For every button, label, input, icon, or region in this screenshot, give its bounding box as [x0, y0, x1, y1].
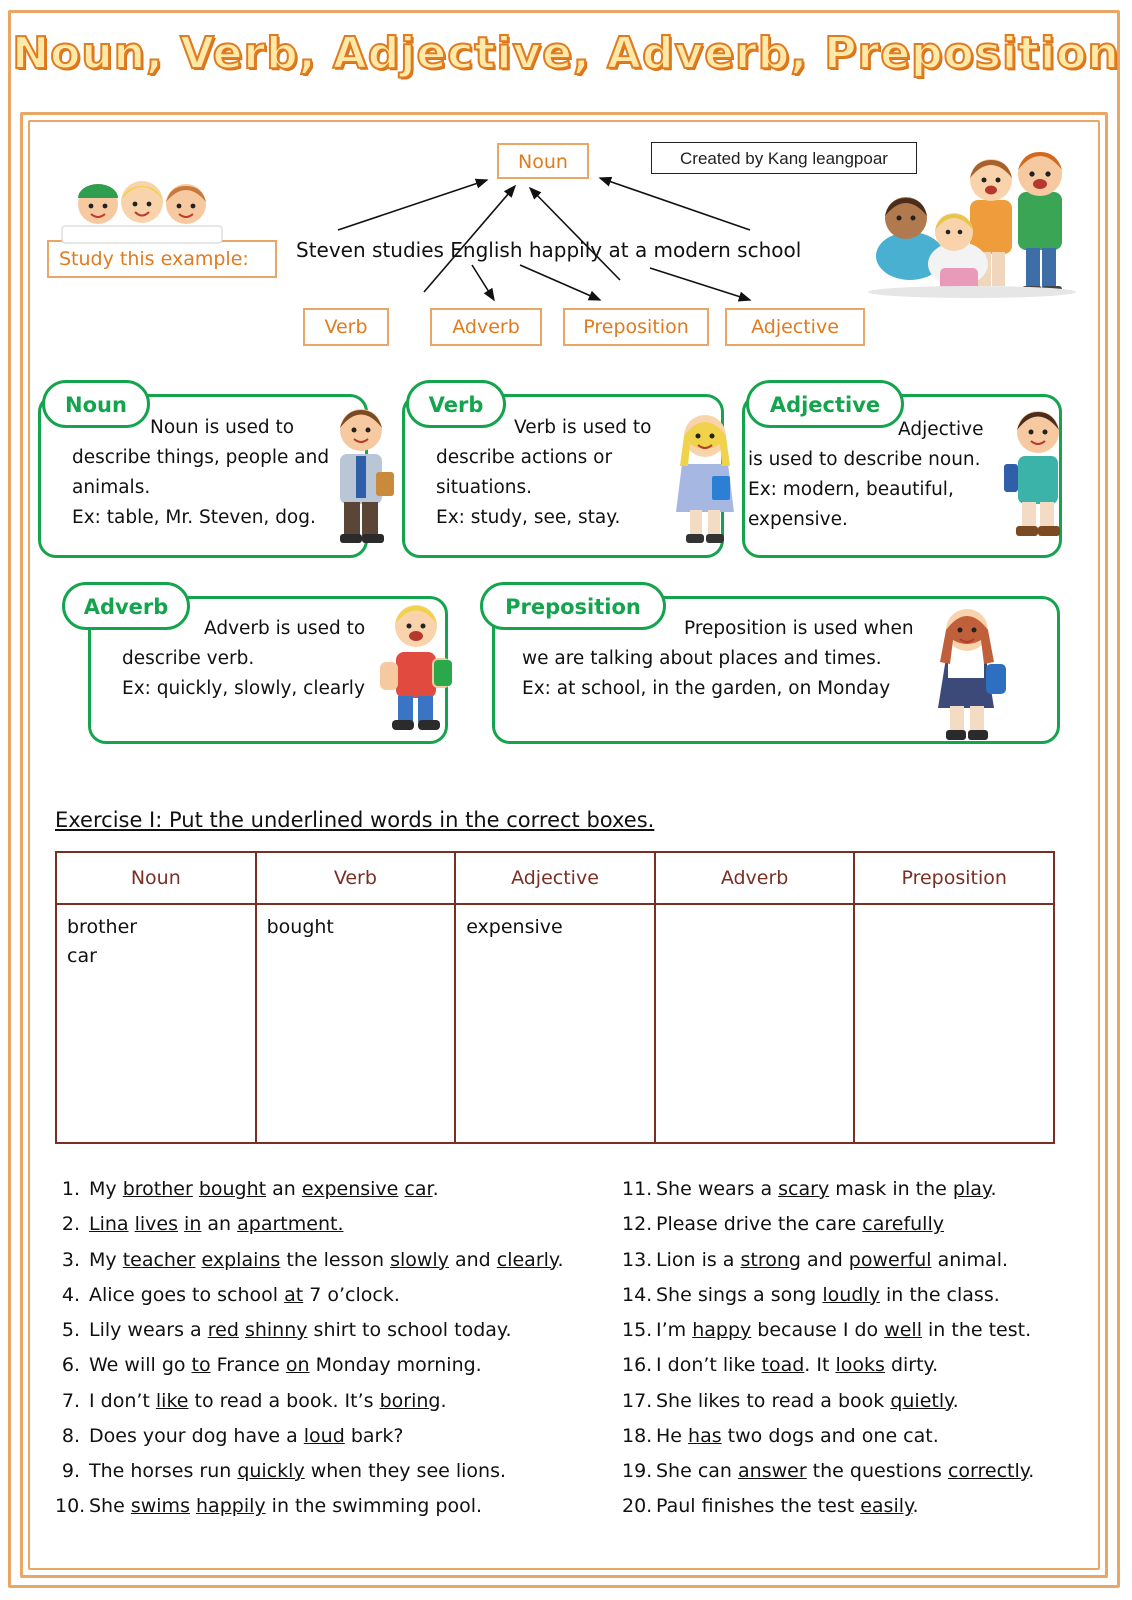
list-item-text: She sings a song loudly in the class.	[656, 1283, 1000, 1306]
answer-cell-preposition[interactable]	[854, 904, 1054, 1143]
definition-title-preposition: Preposition	[480, 582, 666, 630]
definition-title-verb: Verb	[406, 380, 506, 428]
definition-text-adverb: Adverb is used to describe verb. Ex: quickly, slowly, clearly	[122, 618, 366, 699]
list-item	[55, 1249, 595, 1273]
definition-text-adjective: Adjective is used to describe noun. Ex: modern, beautiful, expensive.	[748, 419, 984, 530]
list-item	[622, 1178, 1092, 1202]
list-item-text: My brother bought an expensive car.	[89, 1178, 439, 1200]
definition-title-adverb: Adverb	[62, 582, 190, 630]
list-item	[55, 1178, 595, 1202]
list-item-number: 11.	[622, 1178, 653, 1200]
list-item-text: We will go to France on Monday morning.	[89, 1354, 482, 1377]
page-title: Noun, Verb, Adjective, Adverb, Preposition	[12, 28, 1120, 79]
list-item-text: She likes to read a book quietly.	[656, 1389, 959, 1412]
kids-peeking-clipart	[58, 176, 226, 244]
answer-table	[55, 851, 1055, 1144]
list-item-text: Lina lives in an apartment.	[89, 1213, 344, 1236]
list-item-text: Lion is a strong and powerful animal.	[656, 1248, 1009, 1271]
list-item-text: I don’t like toad. It looks dirty.	[656, 1354, 939, 1377]
list-item-number: 17.	[622, 1389, 653, 1412]
list-item	[622, 1460, 1092, 1484]
list-item-text: She can answer the questions correctly.	[656, 1460, 1035, 1482]
list-item-number: 7.	[61, 1389, 80, 1412]
list-item-number: 18.	[622, 1424, 653, 1447]
answer-word: bought	[266, 916, 334, 938]
definition-title-adjective: Adjective	[746, 380, 904, 428]
list-item-number: 14.	[622, 1283, 653, 1306]
answer-cell-verb[interactable]	[256, 904, 456, 1143]
list-item	[622, 1425, 1092, 1449]
list-item-text: Alice goes to school at 7 o’clock.	[89, 1283, 400, 1306]
answer-word: expensive	[466, 916, 563, 938]
sentence-list-right	[622, 1178, 1092, 1531]
list-item	[622, 1354, 1092, 1378]
children-group-clipart	[866, 140, 1078, 300]
table-col-preposition: Preposition	[854, 852, 1054, 904]
list-item-number: 3.	[61, 1248, 80, 1271]
list-item	[622, 1319, 1092, 1343]
list-item	[55, 1354, 595, 1378]
list-item-number: 6.	[61, 1354, 80, 1377]
definition-text-noun: Noun is used to describe things, people and animals. Ex: table, Mr. Steven, dog.	[72, 417, 330, 528]
answer-cell-adjective[interactable]	[455, 904, 655, 1143]
list-item-number: 10.	[55, 1495, 86, 1518]
list-item	[622, 1495, 1092, 1519]
list-item-number: 19.	[622, 1460, 653, 1482]
answer-cell-noun[interactable]	[56, 904, 256, 1143]
diagram-box-adverb: Adverb	[430, 308, 542, 346]
list-item	[622, 1284, 1092, 1308]
list-item	[622, 1213, 1092, 1237]
list-item	[55, 1213, 595, 1237]
list-item-text: Lily wears a red shinny shirt to school today.	[89, 1319, 512, 1341]
list-item-text: Please drive the care carefully	[656, 1213, 944, 1236]
list-item-text: Does your dog have a loud bark?	[89, 1424, 404, 1447]
list-item	[622, 1390, 1092, 1414]
list-item-number: 2.	[61, 1213, 80, 1236]
diagram-box-preposition: Preposition	[563, 308, 709, 346]
table-header-row	[56, 852, 1054, 904]
study-this-example-label: Study this example:	[47, 240, 277, 278]
list-item-number: 5.	[61, 1319, 80, 1341]
answer-word: car	[67, 944, 97, 967]
list-item-number: 13.	[622, 1248, 653, 1271]
exercise-heading: Exercise I: Put the underlined words in the correct boxes.	[55, 808, 655, 832]
diagram-box-noun: Noun	[497, 143, 589, 179]
table-row	[56, 904, 1054, 1143]
list-item	[55, 1284, 595, 1308]
sentence-list-left	[55, 1178, 595, 1531]
list-item-text: The horses run quickly when they see lions.	[89, 1460, 507, 1482]
list-item-text: She swims happily in the swimming pool.	[89, 1495, 483, 1518]
list-item-number: 4.	[61, 1283, 80, 1306]
list-item-number: 9.	[61, 1460, 80, 1482]
list-item	[55, 1390, 595, 1414]
answer-cell-adverb[interactable]	[655, 904, 855, 1143]
list-item-text: He has two dogs and one cat.	[656, 1424, 939, 1447]
list-item	[622, 1249, 1092, 1273]
list-item	[55, 1495, 595, 1519]
table-col-verb: Verb	[256, 852, 456, 904]
list-item-text: Paul finishes the test easily.	[656, 1495, 919, 1518]
definition-text-verb: Verb is used to describe actions or situations. Ex: study, see, stay.	[436, 417, 652, 528]
list-item-number: 16.	[622, 1354, 653, 1377]
list-item-text: She wears a scary mask in the play.	[656, 1178, 997, 1200]
credit-box: Created by Kang leangpoar	[651, 142, 917, 174]
list-item-text: I don’t like to read a book. It’s boring.	[89, 1389, 447, 1412]
list-item-text: My teacher explains the lesson slowly and clearly.	[89, 1248, 564, 1271]
list-item-number: 20.	[622, 1495, 653, 1518]
definition-text-preposition: Preposition is used when we are talking about places and times. Ex: at school, in the garden, on Monday	[522, 618, 914, 699]
list-item-number: 12.	[622, 1213, 653, 1236]
list-item-number: 1.	[61, 1178, 80, 1200]
list-item-text: I’m happy because I do well in the test.	[656, 1319, 1032, 1341]
list-item-number: 15.	[622, 1319, 653, 1341]
definition-title-noun: Noun	[42, 380, 150, 428]
answer-word: brother	[67, 916, 138, 938]
list-item	[55, 1425, 595, 1449]
table-col-noun: Noun	[56, 852, 256, 904]
diagram-box-verb: Verb	[303, 308, 389, 346]
example-sentence: Steven studies English happily at a modern school	[296, 238, 802, 262]
table-col-adverb: Adverb	[655, 852, 855, 904]
diagram-box-adjective: Adjective	[725, 308, 865, 346]
list-item	[55, 1460, 595, 1484]
table-col-adjective: Adjective	[455, 852, 655, 904]
list-item-number: 8.	[61, 1424, 80, 1447]
list-item	[55, 1319, 595, 1343]
